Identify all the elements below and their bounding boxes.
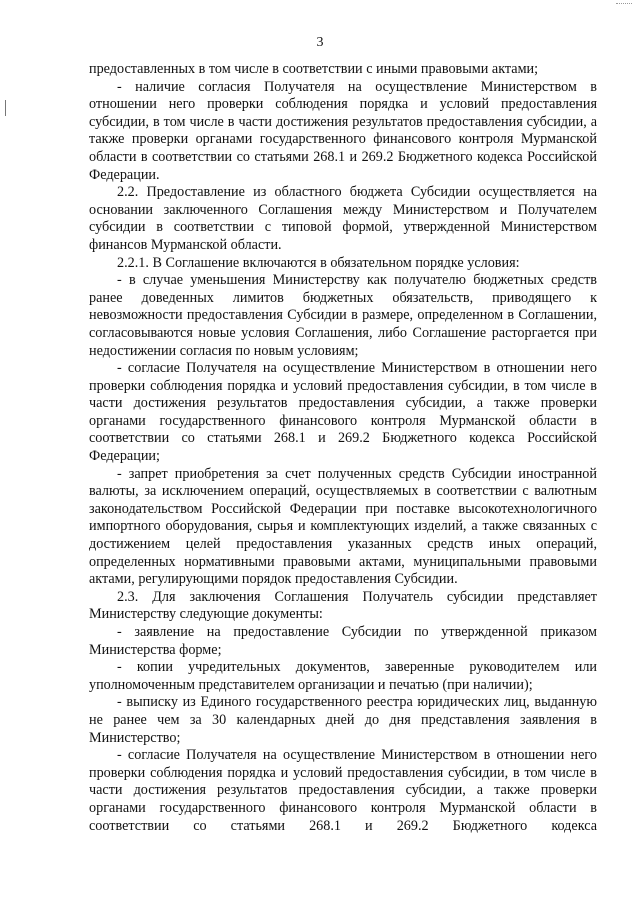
paragraph-consent-condition: - согласие Получателя на осуществление Министерством в отношении него проверки соблюдения порядка и условий предоставления субсидии, в том числе в части достижения результатов предоставления субсидии, а также проверки органами государственного финансового контроля Мурманской области в соответствии со статьями 268.1 и 269.2 Бюджетного кодекса Российской Федерации; [89, 360, 597, 465]
paragraph-2-3: 2.3. Для заключения Соглашения Получатель субсидии представляет Министерству следующие документы: [89, 588, 597, 623]
document-body [89, 61, 597, 835]
page-number: 3 [316, 35, 324, 50]
paragraph-consent-verification: - наличие согласия Получателя на осуществление Министерством в отношении него проверки соблюдения порядка и условий предоставления субсидии, в том числе в части достижения результатов предоставления субсидии, а также проверки органами государственного финансового контроля Мурманской области в соответствии со статьями 268.1 и 269.2 Бюджетного кодекса Российской Федерации. [89, 78, 597, 183]
paragraph-2-2-1: 2.2.1. В Соглашение включаются в обязательном порядке условия: [117, 254, 520, 271]
paragraph-charter-copies: - копии учредительных документов, заверенные руководителем или уполномоченным представителем организации и печатью (при наличии); [89, 659, 597, 693]
paragraph-2-2: 2.2. Предоставление из областного бюджета Субсидии осуществляется на основании заключенного Соглашения между Министерством и Получателем субсидии в соответствии с типовой формой, утвержденной Министерством финансов Мурманской области. [89, 184, 597, 253]
paragraph-limits-reduction: - в случае уменьшения Министерству как получателю бюджетных средств ранее доведенных лимитов бюджетных обязательств, приводящего к невозможности предоставления Субсидии в размере, определенном в Соглашении, согласовываются новые условия Соглашения, либо Соглашение расторгается при недостижении согласия по новым условиям; [89, 272, 597, 359]
paragraph-registry-extract: - выписку из Единого государственного реестра юридических лиц, выданную не ранее чем за 30 календарных дней до дня представления заявления в Министерство; [89, 694, 597, 746]
scan-margin-mark [5, 100, 6, 116]
paragraph-application: - заявление на предоставление Субсидии по утвержденной приказом Министерства форме; [89, 624, 597, 658]
paragraph-consent-document: - согласие Получателя на осуществление Министерством в отношении него проверки соблюдения порядка и условий предоставления субсидии, в том числе в части достижения результатов предоставления субсидии, а также проверки органами государственного финансового контроля Мурманской области в соответствии со статьями 268.1 и 269.2 Бюджетного кодекса [89, 747, 597, 834]
scan-corner-mark [616, 0, 632, 4]
paragraph-continuation: предоставленных в том числе в соответствии с иными правовыми актами; [89, 61, 539, 77]
paragraph-currency-ban: - запрет приобретения за счет полученных средств Субсидии иностранной валюты, за исключением операций, осуществляемых в соответствии с валютным законодательством Российской Федерации при поставке высокотехнологичного импортного оборудования, сырья и комплектующих изделий, а также связанных с достижением целей предоставления указанных средств иных операций, определенных нормативными правовыми актами, муниципальными правовыми актами, регулирующими порядок предоставления Субсидии. [89, 465, 597, 588]
